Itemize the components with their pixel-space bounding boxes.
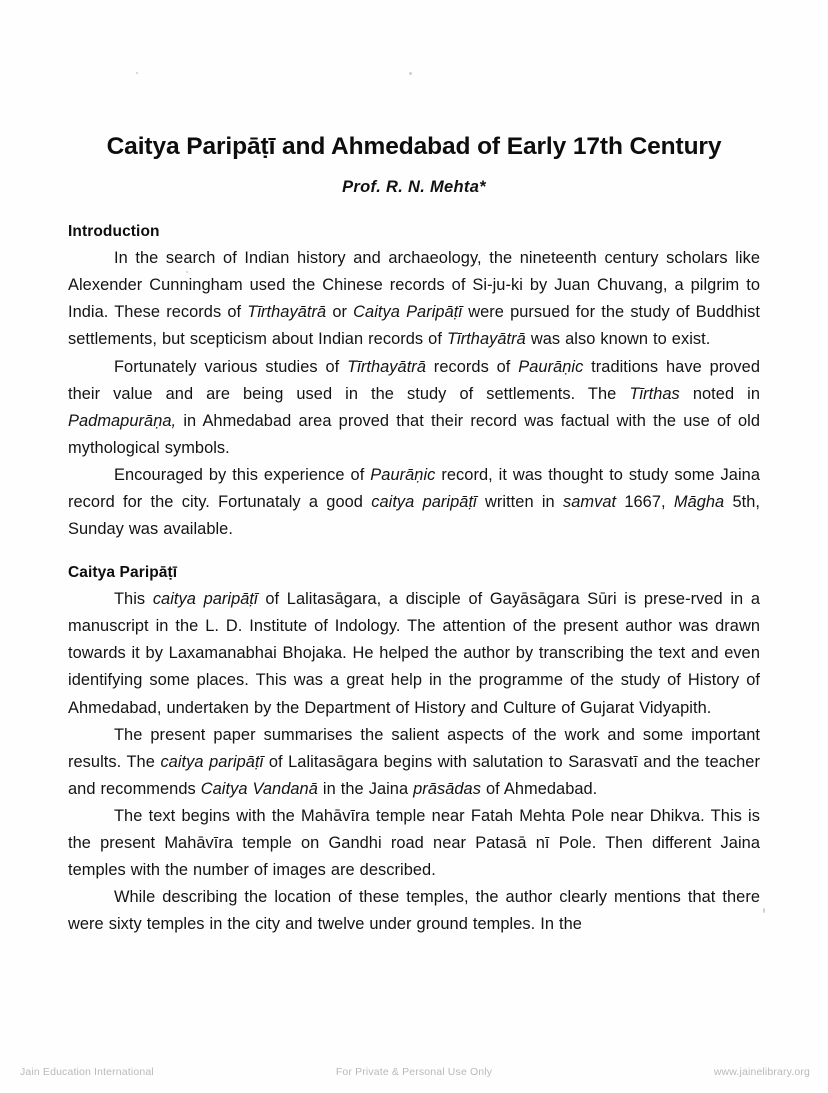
- transliterated-term: Tīrthas: [629, 384, 680, 403]
- page-content: [68, 0, 760, 938]
- paragraph: While describing the location of these temples, the author clearly mentions that there were sixty temples in the city and twelve under ground temples. In the: [68, 888, 760, 934]
- transliterated-term: caitya paripāṭī: [371, 493, 477, 512]
- paragraph: This caitya paripāṭī of Lalitasāgara, a disciple of Gayāsāgara Sūri is prese-rved in a manuscript in the L. D. Institute of Indology. The attention of the present author was drawn towards it by Laxamanabhai Bhojaka. He helped the author by transcribing the text and even identifying some places. This was a great help in the programme of the study of History of Ahmedabad, undertaken by the Department of History and Culture of Gujarat Vidyapith.: [68, 590, 760, 717]
- transliterated-term: Paurāṇic: [370, 465, 436, 484]
- transliterated-term: Māgha: [673, 493, 725, 512]
- transliterated-term: prāsādas: [413, 779, 481, 798]
- author-byline: Prof. R. N. Mehta*: [342, 178, 486, 197]
- paragraph: The present paper summarises the salient aspects of the work and some important results. The caitya paripāṭī of Lalitasāgara begins with salutation to Sarasvatī and the teacher and recommends Caitya Vandanā in the Jaina prāsādas of Ahmedabad.: [68, 725, 760, 798]
- section-heading-introduction: Introduction: [68, 223, 160, 241]
- title-block: [68, 0, 760, 197]
- footer-organization: Jain Education International: [20, 1066, 154, 1078]
- transliterated-term: Padmapurāṇa,: [68, 411, 177, 430]
- paragraph: In the search of Indian history and archaeology, the nineteenth century scholars like Alexender Cunningham used the Chinese records of Si-ju-ki by Juan Chuvang, a pilgrim to India. These records of Tīrthayātrā or Caitya Paripāṭī were pursued for the study of Buddhist settlements, but scepticism about Indian records of Tīrthayātrā was also known to exist.: [68, 249, 760, 349]
- transliterated-term: Caitya Paripāṭī: [353, 303, 463, 322]
- paragraph: Encouraged by this experience of Paurāṇic record, it was thought to study some Jaina record for the city. Fortunataly a good caitya paripāṭī written in samvat 1667, Māgha 5th, Sunday was available.: [68, 465, 761, 539]
- transliterated-term: Tīrthayātrā: [247, 303, 327, 322]
- paragraph: Fortunately various studies of Tīrthayātrā records of Paurāṇic traditions have proved their value and are being used in the study of settlements. The Tīrthas noted in Padmapurāṇa, in Ahmedabad area proved that their record was factual with the use of old mythological symbols.: [68, 357, 760, 457]
- page-title: Caitya Paripāṭī and Ahmedabad of Early 17th Century: [106, 133, 722, 160]
- transliterated-term: Caitya Vandanā: [200, 779, 318, 798]
- section-heading-caitya-paripati: Caitya Paripāṭī: [68, 564, 178, 582]
- page-footer: [0, 1062, 828, 1082]
- transliterated-term: Paurāṇic: [518, 357, 584, 376]
- transliterated-term: Tīrthayātrā: [446, 330, 526, 349]
- transliterated-term: Tīrthayātrā: [347, 357, 426, 376]
- transliterated-term: caitya paripāṭī: [160, 752, 264, 771]
- scan-speck: [763, 908, 765, 913]
- transliterated-term: samvat: [562, 493, 617, 512]
- paragraph: The text begins with the Mahāvīra temple near Fatah Mehta Pole near Dhikva. This is the present Mahāvīra temple on Gandhi road near Patasā nī Pole. Then different Jaina temples with the number of images are described.: [68, 806, 760, 880]
- footer-usage-notice: For Private & Personal Use Only: [335, 1066, 493, 1078]
- footer-website: www.jainelibrary.org: [713, 1066, 810, 1078]
- transliterated-term: caitya paripāṭī: [152, 590, 258, 609]
